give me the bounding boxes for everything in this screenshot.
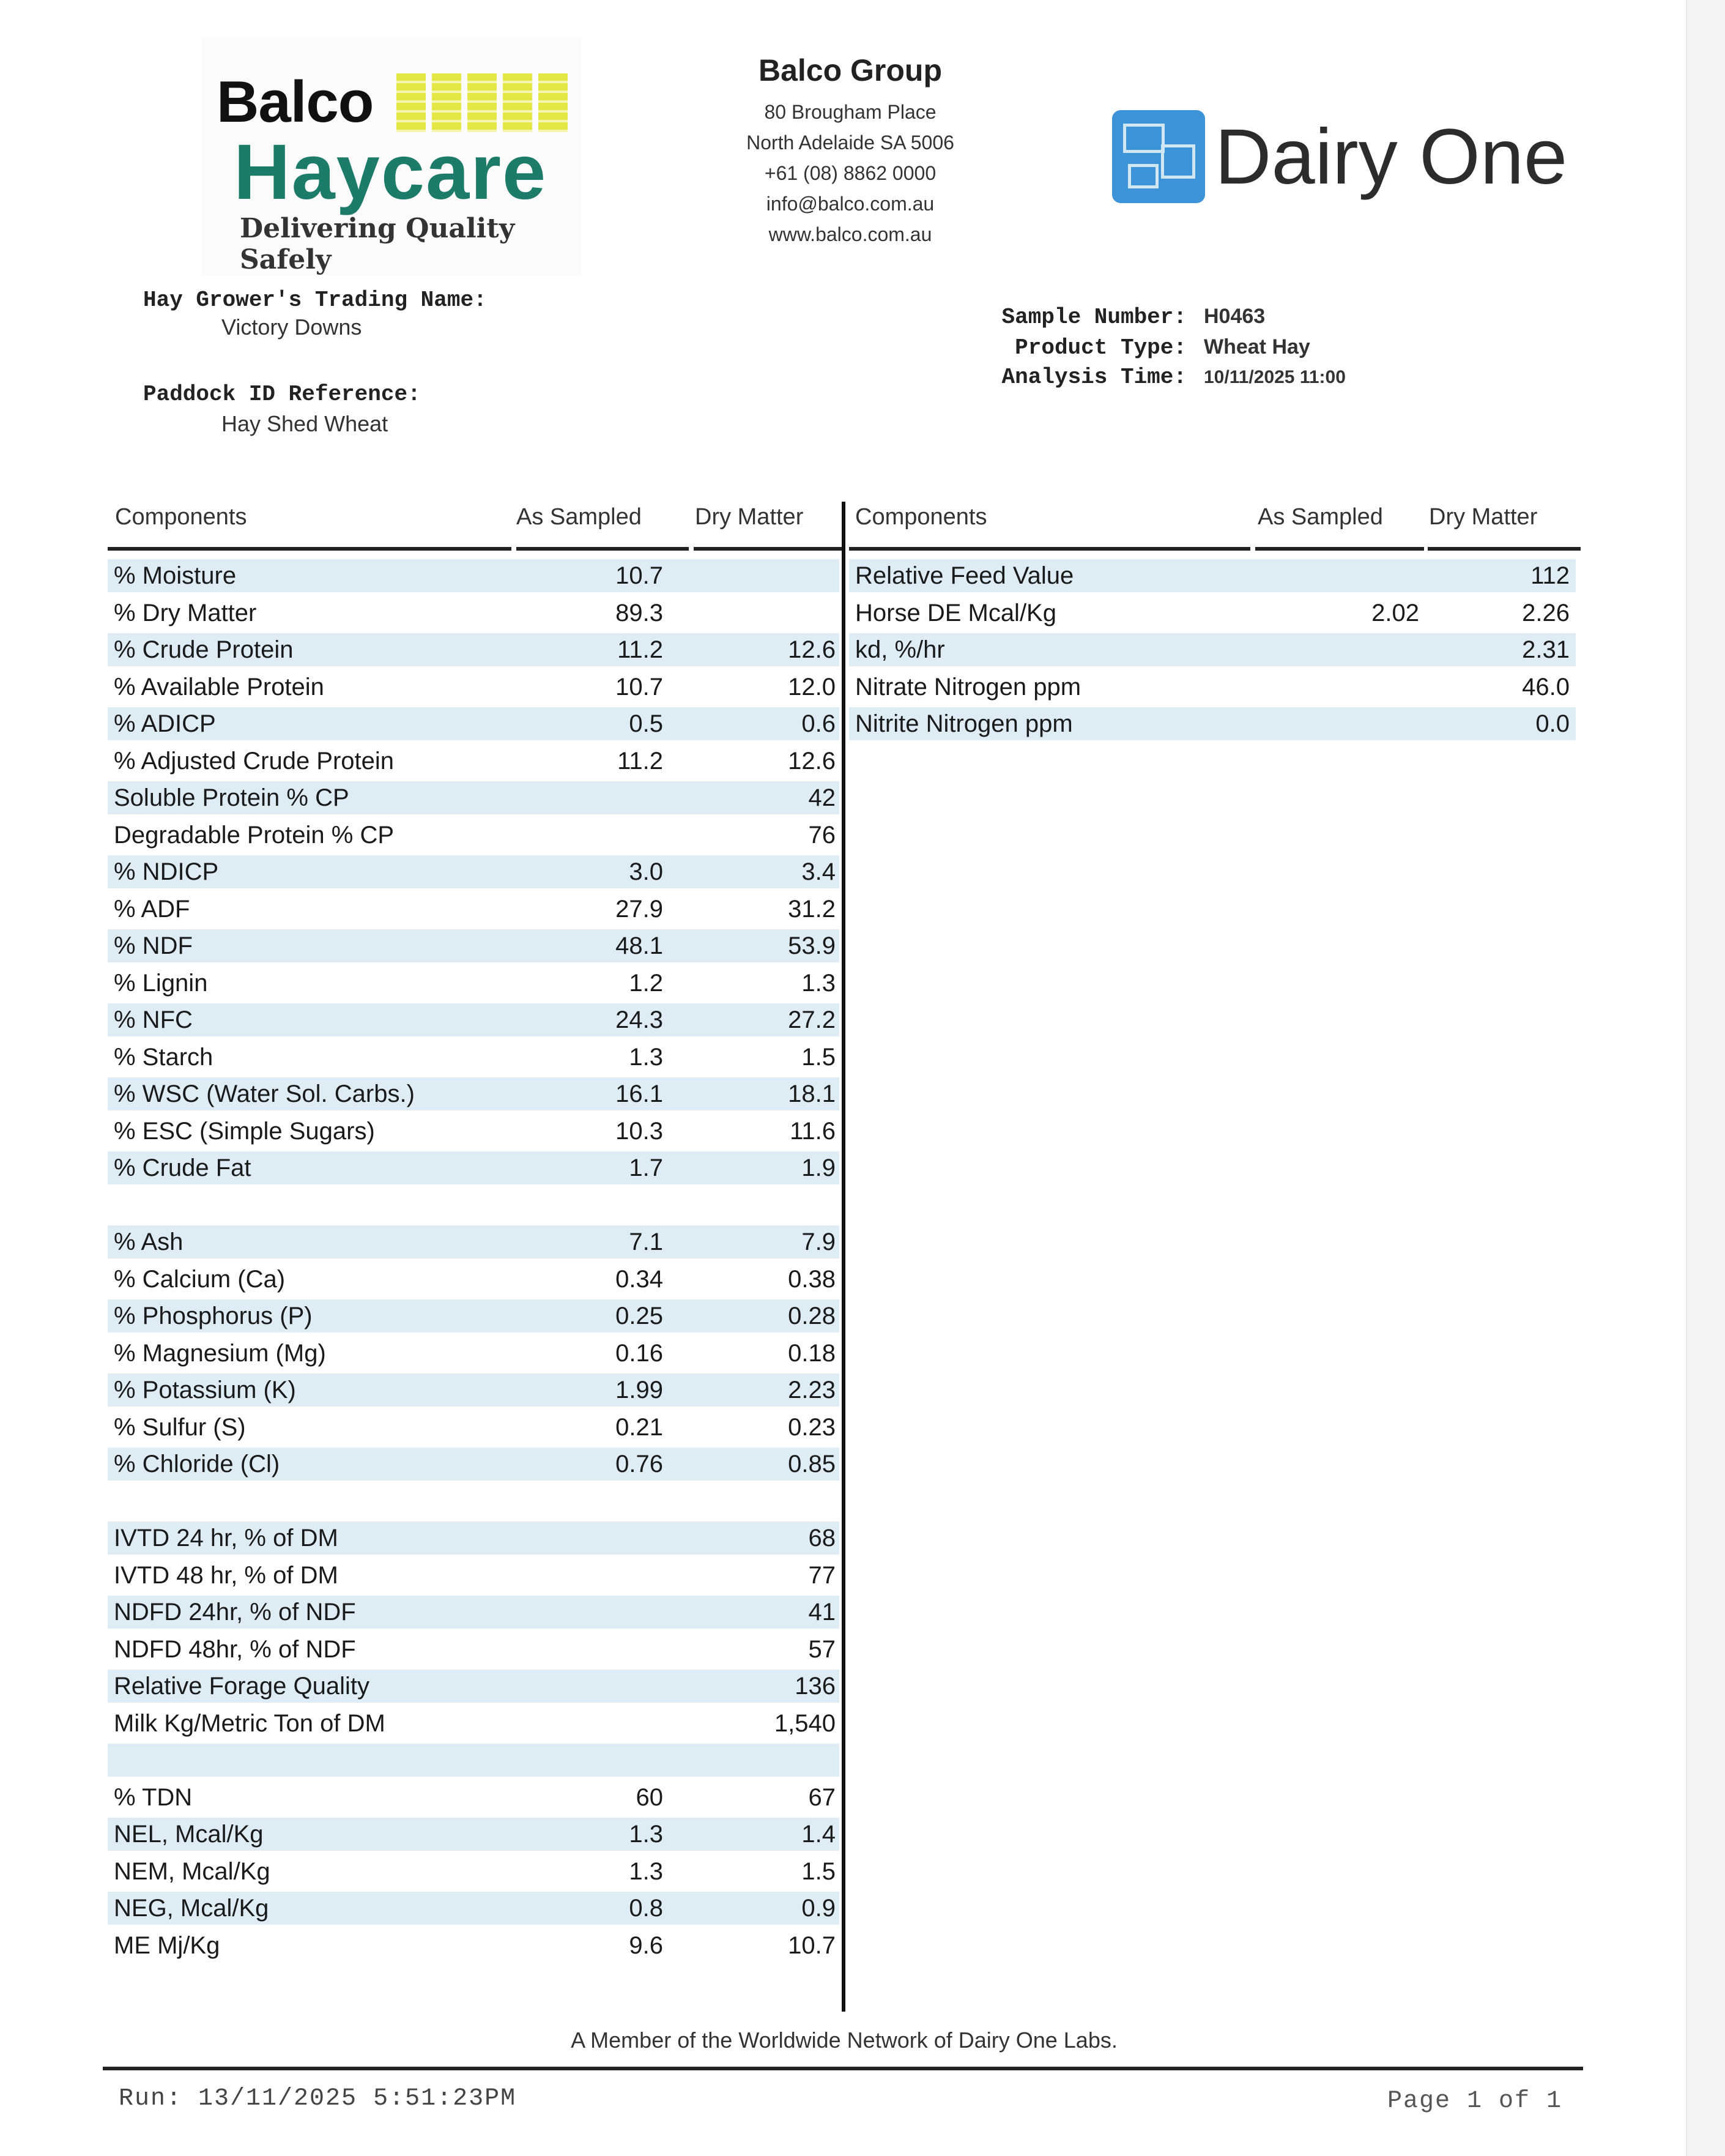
run-timestamp: Run: 13/11/2025 5:51:23PM (119, 2085, 517, 2113)
table-row (108, 967, 839, 1000)
analysis-time-label: Analysis Time: (1001, 365, 1187, 390)
table-row (108, 1299, 839, 1333)
row-dry-matter-value: 2.23 (788, 1377, 836, 1403)
product-type-value: Wheat Hay (1204, 335, 1310, 359)
row-dry-matter-value: 1.5 (801, 1858, 836, 1885)
table-row (108, 1670, 839, 1703)
row-component-name: % Phosphorus (P) (114, 1303, 313, 1329)
dairy-one-logo-icon (1112, 110, 1205, 203)
row-dry-matter-value: 68 (808, 1525, 836, 1552)
row-dry-matter-value: 1.4 (801, 1821, 836, 1848)
row-as-sampled-value: 7.1 (629, 1229, 663, 1255)
grower-value: Victory Downs (221, 314, 362, 340)
table-row (108, 671, 839, 704)
company-phone: +61 (08) 8862 0000 (764, 162, 937, 184)
row-component-name: NEM, Mcal/Kg (114, 1858, 270, 1885)
row-as-sampled-value: 11.2 (617, 748, 663, 775)
company-address-line1: 80 Brougham Place (764, 101, 937, 123)
row-dry-matter-value: 31.2 (788, 896, 836, 923)
row-dry-matter-value: 7.9 (801, 1229, 836, 1255)
row-as-sampled-value: 3.0 (629, 858, 663, 885)
table-row (108, 1781, 839, 1814)
row-as-sampled-value: 27.9 (615, 896, 663, 923)
page-indicator: Page 1 of 1 (1387, 2087, 1563, 2115)
table-row (108, 597, 839, 630)
row-component-name: % Crude Protein (114, 636, 294, 663)
row-as-sampled-value: 10.7 (615, 562, 663, 589)
row-component-name: % Chloride (Cl) (114, 1451, 280, 1478)
row-dry-matter-value: 11.6 (790, 1118, 836, 1145)
logo-tagline: Delivering Quality Safely (240, 213, 515, 275)
row-component-name: Relative Forage Quality (114, 1673, 369, 1700)
row-component-name: % TDN (114, 1784, 193, 1811)
table-row (108, 1225, 839, 1258)
row-as-sampled-value: 0.21 (615, 1414, 663, 1441)
row-component-name: % Magnesium (Mg) (114, 1340, 326, 1367)
row-component-name: IVTD 24 hr, % of DM (114, 1525, 338, 1552)
row-as-sampled-value: 24.3 (615, 1006, 663, 1033)
row-as-sampled-value: 0.34 (615, 1266, 663, 1293)
sample-number-row (954, 305, 1265, 330)
header-components-right: Components (855, 504, 987, 530)
table-row (108, 1818, 839, 1851)
header-rule-components (108, 547, 511, 551)
row-component-name: Degradable Protein % CP (114, 822, 395, 849)
row-component-name: Soluble Protein % CP (114, 784, 349, 811)
table-row (108, 855, 839, 888)
row-component-name: NEL, Mcal/Kg (114, 1821, 264, 1848)
row-component-name: % NDICP (114, 858, 219, 885)
row-component-name: % Moisture (114, 562, 237, 589)
row-component-name: Nitrate Nitrogen ppm (855, 674, 1081, 701)
company-website[interactable]: www.balco.com.au (768, 223, 932, 245)
company-email[interactable]: info@balco.com.au (766, 193, 935, 215)
row-component-name: % ESC (Simple Sugars) (114, 1118, 375, 1145)
row-as-sampled-value: 0.16 (615, 1340, 663, 1367)
row-dry-matter-value: 27.2 (788, 1006, 836, 1033)
header-rule-components-right (849, 547, 1250, 551)
product-type-row (954, 335, 1310, 360)
company-address-line2: North Adelaide SA 5006 (746, 132, 954, 154)
row-component-name: % WSC (Water Sol. Carbs.) (114, 1080, 415, 1107)
row-as-sampled-value: 9.6 (629, 1932, 663, 1959)
table-row (108, 1411, 839, 1444)
header-rule-as-sampled-right (1255, 547, 1424, 551)
network-note: A Member of the Worldwide Network of Dairy One Labs. (571, 2028, 1118, 2053)
table-row (108, 559, 839, 592)
row-component-name: % NDF (114, 932, 193, 959)
row-dry-matter-value: 1.9 (801, 1154, 836, 1181)
row-as-sampled-value: 1.3 (629, 1044, 663, 1071)
row-dry-matter-value: 53.9 (788, 932, 836, 959)
row-dry-matter-value: 12.6 (788, 636, 836, 663)
row-dry-matter-value: 46.0 (1522, 674, 1570, 701)
paddock-value: Hay Shed Wheat (221, 411, 388, 436)
row-component-name: % Sulfur (S) (114, 1414, 246, 1441)
table-row (849, 559, 1576, 592)
row-as-sampled-value: 60 (636, 1784, 663, 1811)
table-row (849, 707, 1576, 740)
row-dry-matter-value: 1.3 (801, 970, 836, 997)
dairy-one-logo (1112, 110, 1567, 203)
analysis-time-value: 10/11/2025 11:00 (1204, 367, 1346, 387)
header-rule-as-sampled (516, 547, 689, 551)
row-component-name: Milk Kg/Metric Ton of DM (114, 1710, 385, 1737)
row-dry-matter-value: 1,540 (774, 1710, 836, 1737)
logo-word-haycare: Haycare (234, 128, 547, 216)
table-row (108, 781, 839, 814)
dairy-one-wordmark: Dairy One (1215, 113, 1568, 201)
table-row (108, 1337, 839, 1370)
row-component-name: % NFC (114, 1006, 193, 1033)
header-dry-matter: Dry Matter (695, 504, 804, 530)
product-type-label: Product Type: (1015, 335, 1187, 360)
table-row (108, 1855, 839, 1888)
table-row (108, 1077, 839, 1110)
table-row (108, 1633, 839, 1666)
row-as-sampled-value: 0.5 (629, 710, 663, 737)
row-component-name: % Starch (114, 1044, 213, 1071)
header-as-sampled-right: As Sampled (1258, 504, 1383, 530)
row-dry-matter-value: 10.7 (788, 1932, 836, 1959)
table-row (108, 707, 839, 740)
row-as-sampled-value: 1.2 (629, 970, 663, 997)
row-dry-matter-value: 1.5 (801, 1044, 836, 1071)
table-row (849, 671, 1576, 704)
table-row (108, 1707, 839, 1740)
row-component-name: NDFD 48hr, % of NDF (114, 1636, 356, 1663)
row-dry-matter-value: 0.23 (788, 1414, 836, 1441)
table-row (108, 1596, 839, 1629)
table-row (849, 597, 1576, 630)
row-component-name: % ADICP (114, 710, 216, 737)
row-component-name: % Available Protein (114, 674, 324, 701)
sample-number-value: H0463 (1204, 305, 1266, 328)
row-as-sampled-value: 0.76 (615, 1451, 663, 1478)
row-component-name: % ADF (114, 896, 190, 923)
table-row (108, 1522, 839, 1555)
logo-word-balco: Balco (217, 69, 374, 135)
row-as-sampled-value: 89.3 (615, 600, 663, 626)
table-row (108, 633, 839, 666)
row-component-name: % Dry Matter (114, 600, 257, 626)
row-dry-matter-value: 3.4 (801, 858, 836, 885)
row-dry-matter-value: 0.0 (1535, 710, 1570, 737)
row-component-name: NDFD 24hr, % of NDF (114, 1599, 356, 1626)
table-row (108, 1189, 839, 1222)
grower-label: Hay Grower's Trading Name: (143, 288, 487, 313)
table-row (108, 1559, 839, 1592)
table-row (849, 633, 1576, 666)
table-row (108, 1485, 839, 1518)
header-components: Components (115, 504, 247, 530)
row-component-name: % Lignin (114, 970, 208, 997)
header-dry-matter-right: Dry Matter (1429, 504, 1538, 530)
footer-rule (103, 2067, 1583, 2070)
row-dry-matter-value: 18.1 (788, 1080, 836, 1107)
header-as-sampled: As Sampled (516, 504, 642, 530)
row-component-name: Nitrite Nitrogen ppm (855, 710, 1073, 737)
paddock-label: Paddock ID Reference: (143, 382, 421, 407)
row-as-sampled-value: 10.3 (615, 1118, 663, 1145)
row-as-sampled-value: 1.3 (629, 1858, 663, 1885)
row-component-name: % Potassium (K) (114, 1377, 296, 1403)
row-component-name: Horse DE Mcal/Kg (855, 600, 1056, 626)
right-table-header (849, 497, 1583, 552)
table-row (108, 1929, 839, 1962)
row-as-sampled-value: 48.1 (615, 932, 663, 959)
table-row (108, 1151, 839, 1184)
row-dry-matter-value: 41 (808, 1599, 836, 1626)
company-name: Balco Group (758, 53, 943, 87)
row-as-sampled-value: 1.99 (615, 1377, 663, 1403)
row-as-sampled-value: 0.8 (629, 1895, 663, 1922)
row-as-sampled-value: 0.25 (615, 1303, 663, 1329)
row-dry-matter-value: 112 (1530, 562, 1570, 589)
row-component-name: % Adjusted Crude Protein (114, 748, 395, 775)
row-component-name: ME Mj/Kg (114, 1932, 220, 1959)
table-row (108, 1374, 839, 1407)
row-dry-matter-value: 0.9 (801, 1895, 836, 1922)
table-row (108, 1003, 839, 1036)
row-as-sampled-value: 1.3 (629, 1821, 663, 1848)
row-as-sampled-value: 16.1 (615, 1080, 663, 1107)
table-row (108, 1448, 839, 1481)
page-edge (1686, 0, 1725, 2156)
row-dry-matter-value: 0.28 (788, 1303, 836, 1329)
column-divider (842, 502, 845, 2012)
table-row (108, 745, 839, 778)
row-dry-matter-value: 77 (808, 1562, 836, 1589)
table-row (108, 893, 839, 926)
row-dry-matter-value: 0.18 (788, 1340, 836, 1367)
row-component-name: % Ash (114, 1229, 184, 1255)
analysis-time-row (954, 365, 1346, 390)
row-component-name: % Crude Fat (114, 1154, 251, 1181)
row-dry-matter-value: 0.38 (788, 1266, 836, 1293)
table-row (108, 1115, 839, 1148)
row-dry-matter-value: 57 (808, 1636, 836, 1663)
row-dry-matter-value: 136 (795, 1673, 836, 1700)
row-dry-matter-value: 67 (808, 1784, 836, 1811)
company-address-block (685, 53, 1015, 250)
balco-haycare-logo (202, 37, 581, 275)
table-row (108, 929, 839, 962)
row-dry-matter-value: 0.6 (801, 710, 836, 737)
table-row (108, 1744, 839, 1777)
left-table-header (108, 497, 842, 552)
row-dry-matter-value: 12.6 (788, 748, 836, 775)
row-dry-matter-value: 42 (808, 784, 836, 811)
header-rule-dry-matter (694, 547, 842, 551)
table-row (108, 1892, 839, 1925)
row-component-name: % Calcium (Ca) (114, 1266, 286, 1293)
row-dry-matter-value: 12.0 (788, 674, 836, 701)
row-component-name: IVTD 48 hr, % of DM (114, 1562, 338, 1589)
row-as-sampled-value: 1.7 (629, 1154, 663, 1181)
row-as-sampled-value: 11.2 (617, 636, 663, 663)
row-as-sampled-value: 10.7 (615, 674, 663, 701)
row-component-name: NEG, Mcal/Kg (114, 1895, 269, 1922)
row-dry-matter-value: 2.31 (1522, 636, 1570, 663)
row-component-name: Relative Feed Value (855, 562, 1074, 589)
row-dry-matter-value: 76 (808, 822, 836, 849)
sample-number-label: Sample Number: (1001, 305, 1187, 330)
row-component-name: kd, %/hr (855, 636, 945, 663)
table-row (108, 1041, 839, 1074)
row-as-sampled-value: 2.02 (1371, 600, 1419, 626)
row-dry-matter-value: 0.85 (788, 1451, 836, 1478)
table-row (108, 1263, 839, 1296)
header-rule-dry-matter-right (1428, 547, 1581, 551)
hay-bale-icon (396, 73, 568, 132)
table-row (108, 819, 839, 852)
row-dry-matter-value: 2.26 (1522, 600, 1570, 626)
